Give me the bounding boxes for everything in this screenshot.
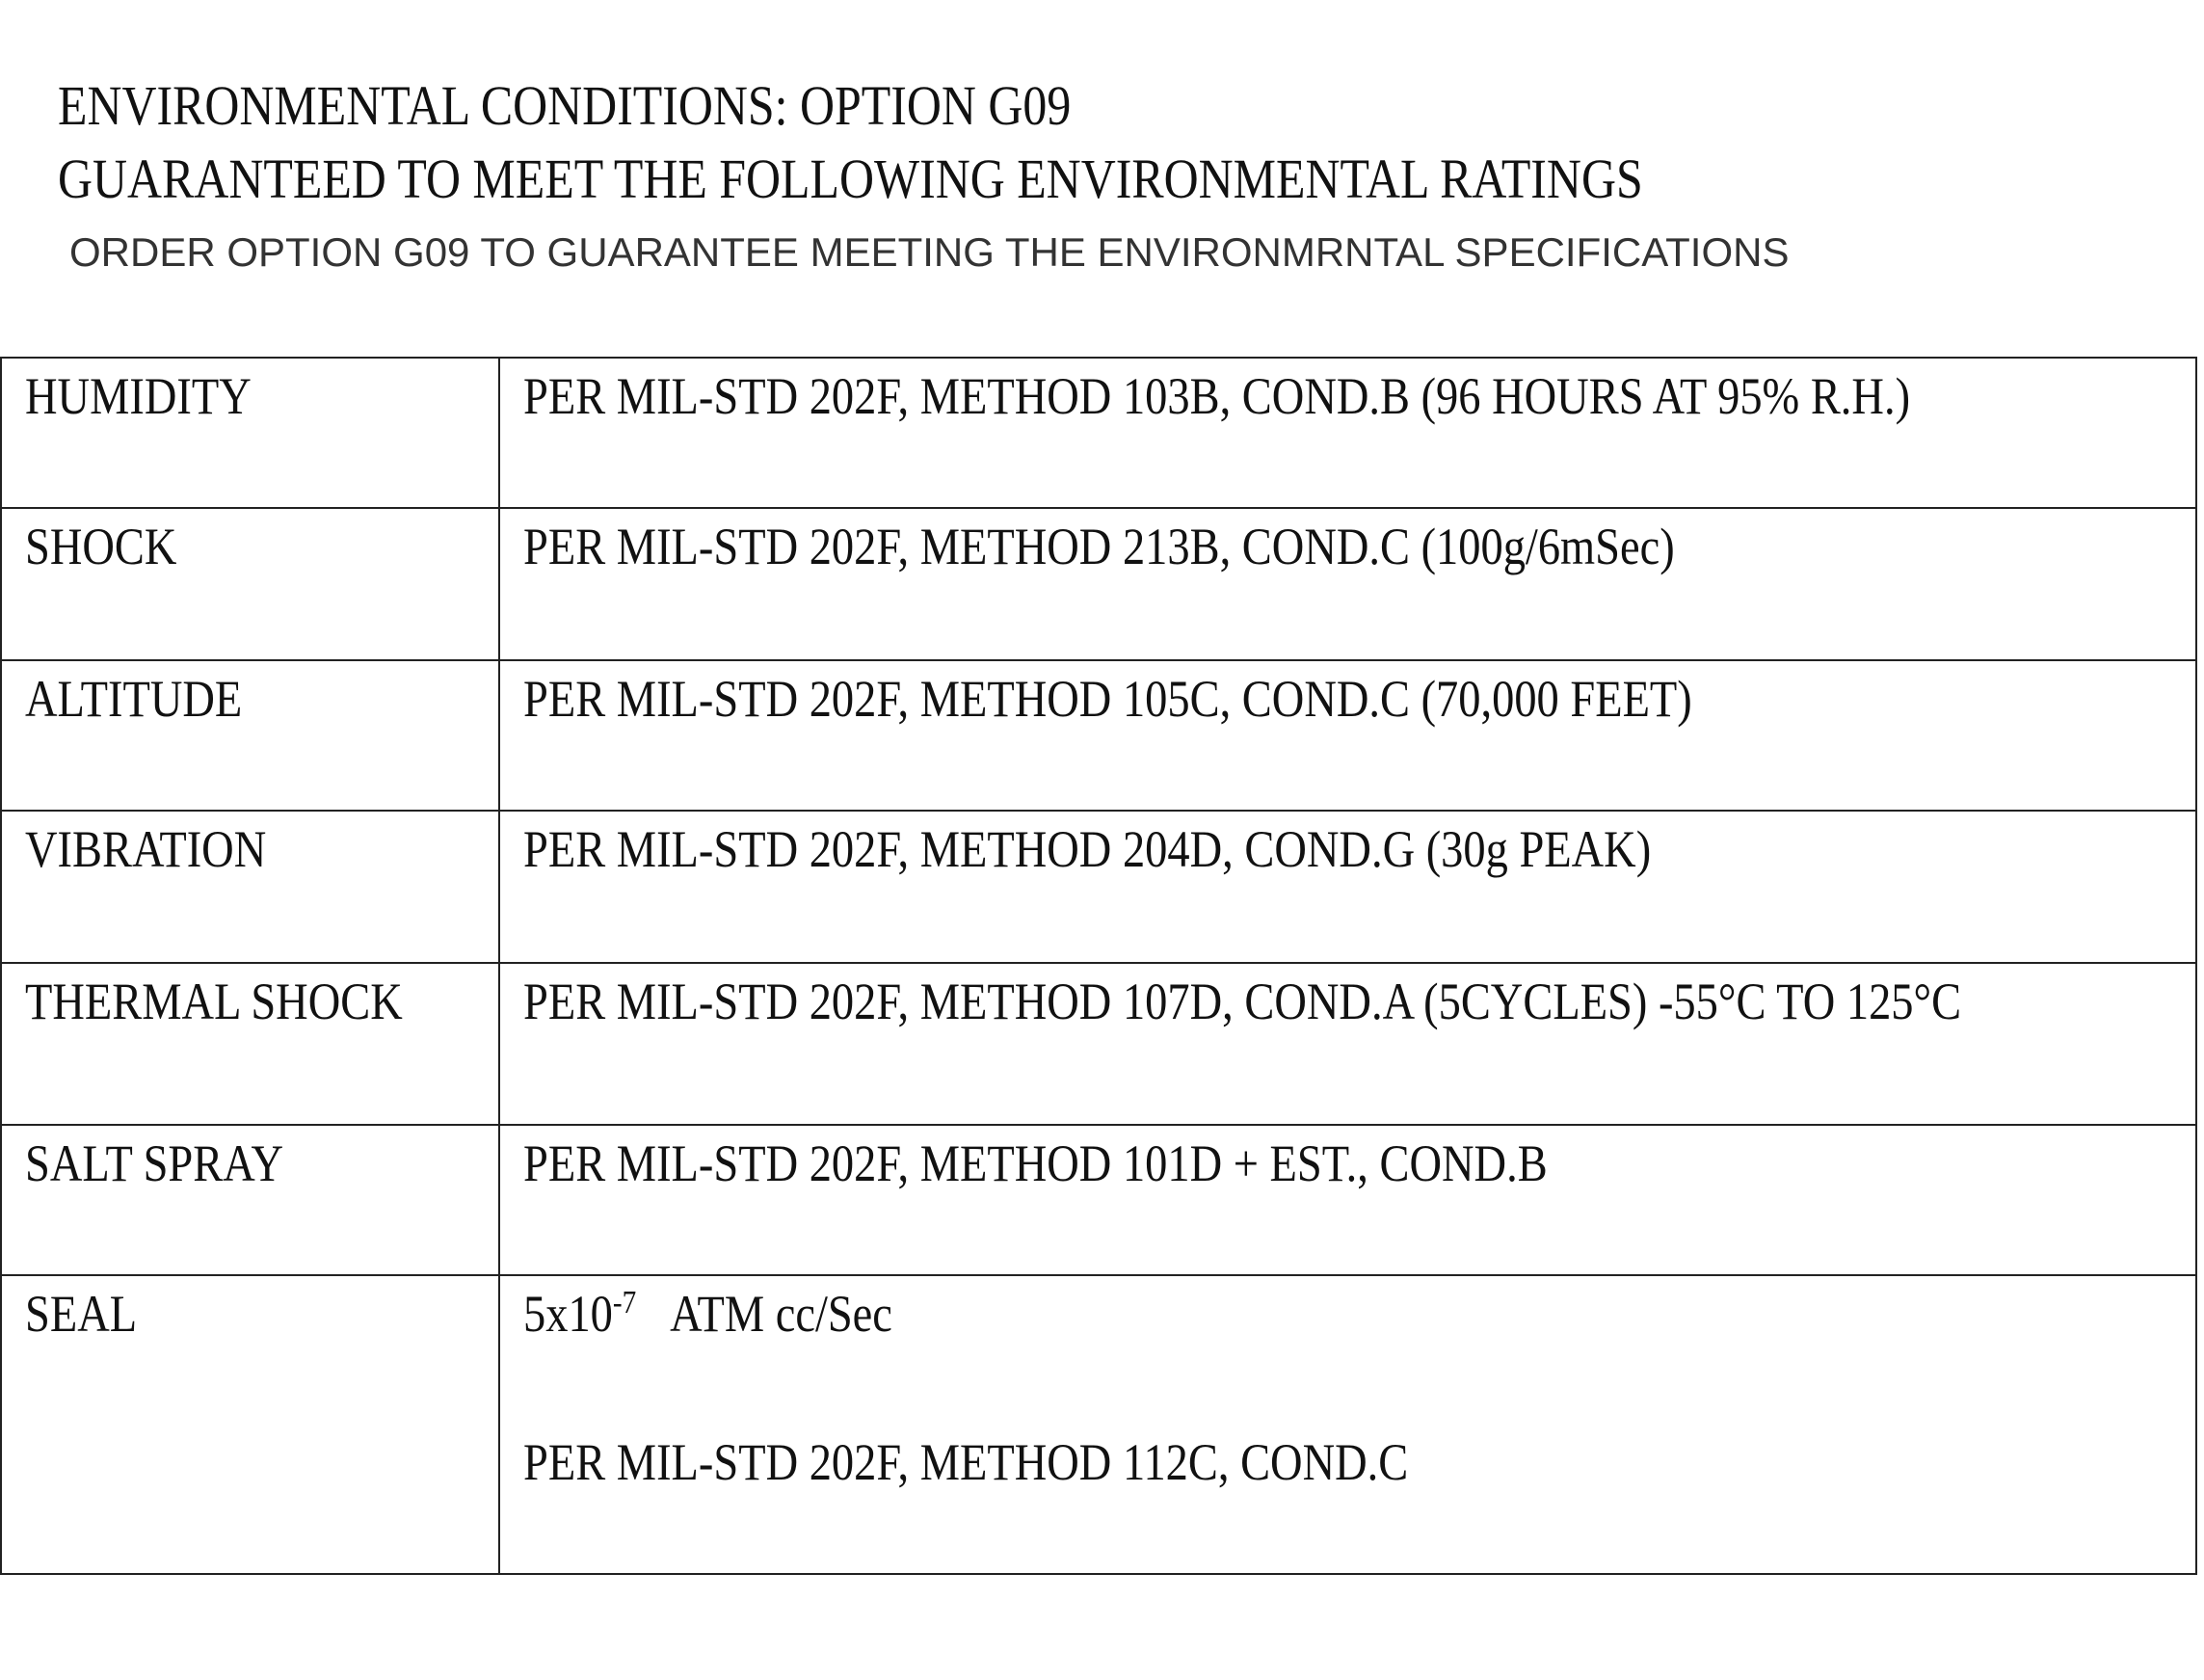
row-label: THERMAL SHOCK xyxy=(25,973,403,1030)
table-row-altitude xyxy=(1,660,2196,811)
environmental-ratings-table xyxy=(0,357,2197,1575)
row-label-cell xyxy=(1,811,499,963)
leak-rate-exponent: -7 xyxy=(612,1285,637,1320)
table-row-shock xyxy=(1,508,2196,660)
page-subtitle: GUARANTEED TO MEET THE FOLLOWING ENVIRONMENTAL RATINGS xyxy=(58,147,1643,210)
table-row-thermal-shock xyxy=(1,963,2196,1125)
table-row-humidity xyxy=(1,358,2196,508)
row-label-cell xyxy=(1,1125,499,1275)
row-label-cell xyxy=(1,358,499,508)
row-label: SEAL xyxy=(25,1285,138,1343)
row-label-cell xyxy=(1,963,499,1125)
row-value: PER MIL-STD 202F, METHOD 107D, COND.A (5CYCLES) -55°C TO 125°C xyxy=(523,973,1962,1030)
row-value: PER MIL-STD 202F, METHOD 103B, COND.B (96 HOURS AT 95% R.H.) xyxy=(523,367,1911,425)
row-label: HUMIDITY xyxy=(25,367,252,425)
row-label: SALT SPRAY xyxy=(25,1134,284,1192)
row-value-cell xyxy=(499,963,2196,1125)
row-value-cell xyxy=(499,358,2196,508)
row-value: PER MIL-STD 202F, METHOD 105C, COND.C (70,000 FEET) xyxy=(523,670,1692,728)
row-value: PER MIL-STD 202F, METHOD 213B, COND.C (100g/6mSec) xyxy=(523,518,1675,575)
table-row-salt-spray xyxy=(1,1125,2196,1275)
row-label: VIBRATION xyxy=(25,820,267,878)
leak-rate-base: 5x10 xyxy=(523,1285,613,1343)
page-title: ENVIRONMENTAL CONDITIONS: OPTION G09 xyxy=(58,74,1072,137)
order-note: ORDER OPTION G09 TO GUARANTEE MEETING THE ENVIRONMRNTAL SPECIFICATIONS xyxy=(69,229,1790,275)
row-label-cell xyxy=(1,1275,499,1574)
row-label: SHOCK xyxy=(25,518,177,575)
document-header xyxy=(58,69,2178,281)
row-value-cell xyxy=(499,660,2196,811)
row-value-cell xyxy=(499,508,2196,660)
table-row-seal xyxy=(1,1275,2196,1574)
table-row-vibration xyxy=(1,811,2196,963)
row-label-cell xyxy=(1,660,499,811)
row-label: ALTITUDE xyxy=(25,670,243,728)
row-value-cell xyxy=(499,1275,2196,1574)
row-label-cell xyxy=(1,508,499,660)
leak-rate-unit: ATM cc/Sec xyxy=(670,1285,892,1343)
row-value-cell xyxy=(499,811,2196,963)
seal-leak-rate xyxy=(523,1284,2195,1344)
row-value-cell xyxy=(499,1125,2196,1275)
row-value: PER MIL-STD 202F, METHOD 101D + EST., COND.B xyxy=(523,1134,1548,1192)
seal-method: PER MIL-STD 202F, METHOD 112C, COND.C xyxy=(523,1433,1409,1491)
row-value: PER MIL-STD 202F, METHOD 204D, COND.G (30g PEAK) xyxy=(523,820,1652,878)
